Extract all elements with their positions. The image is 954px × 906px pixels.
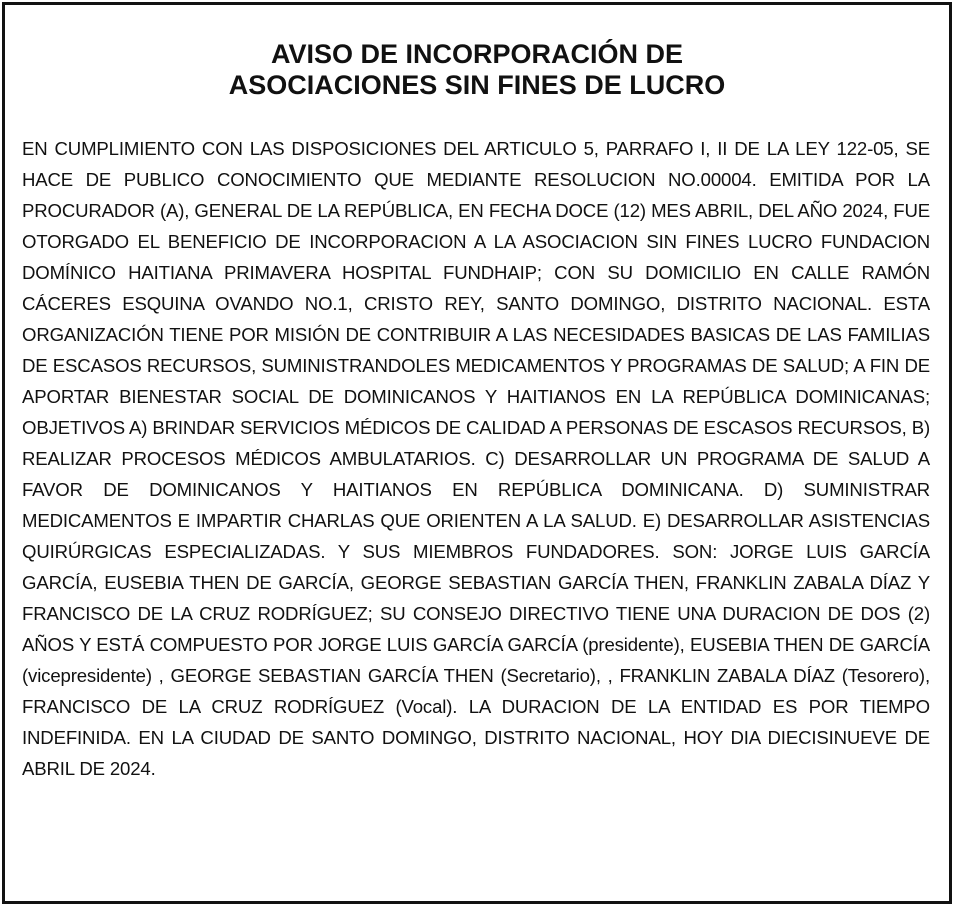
notice-frame	[2, 2, 952, 904]
notice-body: EN CUMPLIMIENTO CON LAS DISPOSICIONES DEL ARTICULO 5, PARRAFO I, II DE LA LEY 122-05, SE HACE DE PUBLICO CONOCIMIENTO QUE MEDIANTE RESOLUCION NO.00004. EMITIDA POR LA PROCURADOR (A), GENERAL DE LA REPÚBLICA, EN FECHA DOCE (12) MES ABRIL, DEL AÑO 2024, FUE OTORGADO EL BENEFICIO DE INCORPORACION A LA ASOCIACION SIN FINES LUCRO FUNDACION DOMÍNICO HAITIANA PRIMAVERA HOSPITAL FUNDHAIP; CON SU DOMICILIO EN CALLE RAMÓN CÁCERES ESQUINA OVANDO NO.1, CRISTO REY, SANTO DOMINGO, DISTRITO NACIONAL. ESTA ORGANIZACIÓN TIENE POR MISIÓN DE CONTRIBUIR A LAS NECESIDADES BASICAS DE LAS FAMILIAS DE ESCASOS RECURSOS, SUMINISTRANDOLES MEDICAMENTOS Y PROGRAMAS DE SALUD; A FIN DE APORTAR BIENESTAR SOCIAL DE DOMINICANOS Y HAITIANOS EN LA REPÚBLICA DOMINICANAS; OBJETIVOS A) BRINDAR SERVICIOS MÉDICOS DE CALIDAD A PERSONAS DE ESCASOS RECURSOS, B) REALIZAR PROCESOS MÉDICOS AMBULATARIOS. C) DESARROLLAR UN PROGRAMA DE SALUD A FAVOR DE DOMINICANOS Y HAITIANOS EN REPÚBLICA DOMINICANA. D) SUMINISTRAR MEDICAMENTOS E IMPARTIR CHARLAS QUE ORIENTEN A LA SALUD. E) DESARROLLAR ASISTENCIAS QUIRÚRGICAS ESPECIALIZADAS. Y SUS MIEMBROS FUNDADORES. SON: JORGE LUIS GARCÍA GARCÍA, EUSEBIA THEN DE GARCÍA, GEORGE SEBASTIAN GARCÍA THEN, FRANKLIN ZABALA DÍAZ Y FRANCISCO DE LA CRUZ RODRÍGUEZ; SU CONSEJO DIRECTIVO TIENE UNA DURACION DE DOS (2) AÑOS Y ESTÁ COMPUESTO POR JORGE LUIS GARCÍA GARCÍA (presidente), EUSEBIA THEN DE GARCÍA (vicepresidente) , GEORGE SEBASTIAN GARCÍA THEN (Secretario), , FRANKLIN ZABALA DÍAZ (Tesorero), FRANCISCO DE LA CRUZ RODRÍGUEZ (Vocal). LA DURACION DE LA ENTIDAD ES POR TIEMPO INDEFINIDA. EN LA CIUDAD DE SANTO DOMINGO, DISTRITO NACIONAL, HOY DIA DIECISINUEVE DE ABRIL DE 2024.	[22, 138, 930, 779]
notice-title	[5, 39, 949, 101]
notice-title-line-2: ASOCIACIONES SIN FINES DE LUCRO	[228, 70, 726, 100]
notice-title-line-1: AVISO DE INCORPORACIÓN DE	[270, 39, 684, 69]
